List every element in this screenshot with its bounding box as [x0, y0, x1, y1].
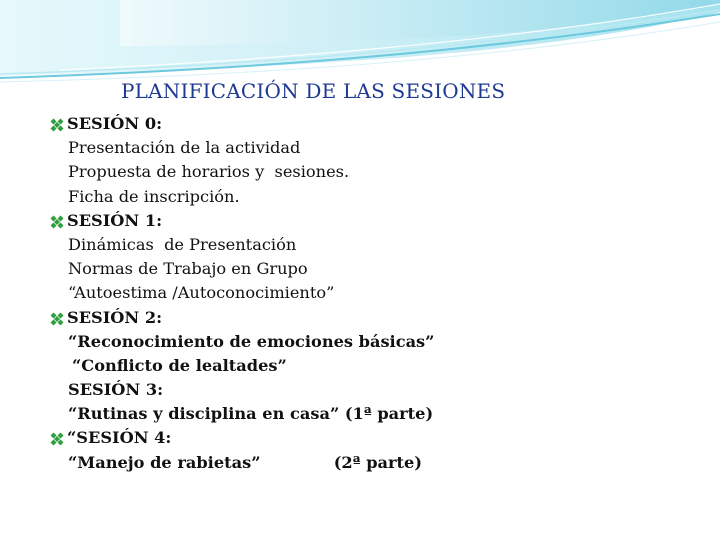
session-detail-text: Dinámicas de Presentación — [68, 234, 297, 254]
session-detail-line — [50, 233, 690, 257]
diamond-bullet-icon — [50, 118, 64, 132]
session-detail-text: “Autoestima /Autoconocimiento” — [68, 283, 335, 303]
session-detail-text: Presentación de la actividad — [68, 138, 301, 158]
session-heading-text: SESIÓN 0: — [67, 114, 163, 133]
session-detail-line — [50, 257, 690, 281]
session-heading-text: “SESIÓN 4: — [67, 428, 172, 448]
session-detail-line — [50, 281, 690, 305]
session-detail-line — [50, 402, 690, 426]
session-heading-text: SESIÓN 1: — [67, 210, 163, 230]
session-detail-text: Ficha de inscripción. — [68, 186, 240, 206]
session-detail-text: SESIÓN 3: — [68, 380, 164, 400]
session-heading — [50, 112, 690, 136]
session-detail-text: “Conflicto de lealtades” — [72, 355, 287, 375]
session-detail-line — [50, 451, 690, 475]
session-detail-line — [50, 136, 690, 160]
slide-title: PLANIFICACIÓN DE LAS SESIONES — [121, 79, 506, 103]
session-detail-line — [50, 330, 690, 354]
diamond-bullet-icon — [50, 312, 64, 326]
diamond-bullet-icon — [50, 432, 64, 446]
session-heading-text: SESIÓN 2: — [67, 307, 163, 327]
session-detail-line — [50, 354, 690, 378]
session-detail-line — [50, 185, 690, 209]
session-detail-text: Normas de Trabajo en Grupo — [68, 259, 308, 279]
session-heading — [50, 209, 690, 233]
session-list — [50, 112, 690, 475]
session-detail-line — [50, 160, 690, 184]
session-heading — [50, 306, 690, 330]
session-detail-text: “Reconocimiento de emociones básicas” — [68, 331, 435, 351]
diamond-bullet-icon — [50, 215, 64, 229]
session-detail-text: “Rutinas y disciplina en casa” (1ª parte) — [68, 404, 434, 424]
session-detail-text: “Manejo de rabietas” (2ª parte) — [68, 452, 422, 472]
session-detail-line — [50, 378, 690, 402]
session-heading — [50, 426, 690, 450]
session-detail-text: Propuesta de horarios y sesiones. — [68, 162, 350, 182]
